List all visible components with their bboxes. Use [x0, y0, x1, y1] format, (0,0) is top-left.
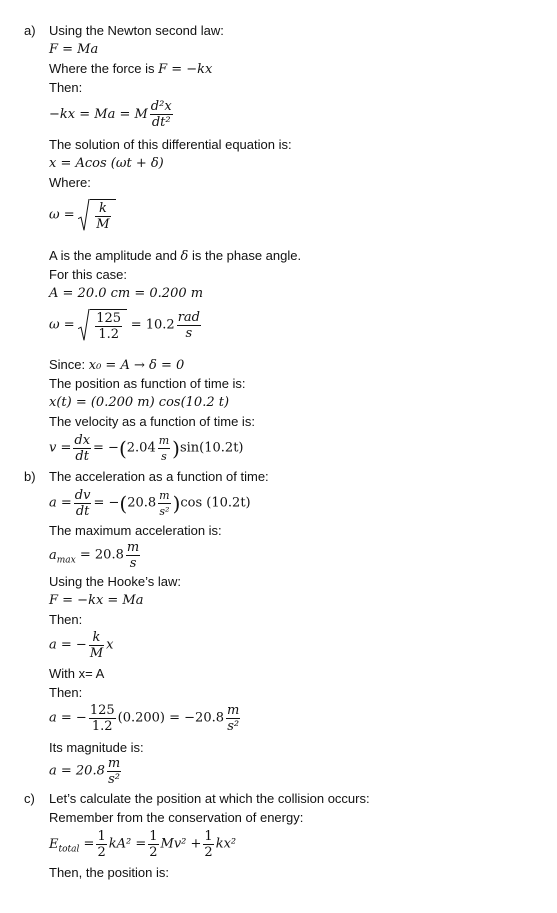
equation-part: 20.8 [127, 495, 157, 511]
equation-part: (0.200) = −20.8 [117, 710, 224, 726]
equation-part: = 10.2 [130, 317, 175, 333]
subscript: max [56, 555, 76, 566]
fraction-numerator: m [158, 434, 170, 447]
equation-omega-value [49, 309, 203, 342]
equation-part: sin(10.2t) [179, 440, 244, 456]
fraction-denominator: s² [108, 772, 120, 787]
fraction-numerator: dv [74, 488, 91, 503]
fraction-numerator: m [107, 756, 121, 771]
fraction-denominator: dt [73, 448, 91, 464]
equation-force: F = −kx [158, 62, 213, 77]
equation-part: kx² [215, 836, 237, 852]
fraction-denominator: s [126, 555, 140, 571]
equation-part: x [106, 637, 114, 653]
equation-acc-value [49, 703, 242, 734]
equation-part: kA² = [108, 836, 147, 852]
equation-part: = − [93, 495, 120, 511]
equation-part: a [49, 547, 57, 563]
fraction-numerator: m [159, 489, 170, 502]
equation-magnitude [49, 756, 123, 787]
fraction-denominator: 1.2 [89, 718, 116, 734]
equation-position: x(t) = (0.200 m) cos(10.2 t) [49, 395, 230, 410]
equation-diff [49, 99, 175, 130]
fraction-denominator: 2 [149, 845, 158, 860]
fraction-numerator: d²x [150, 99, 172, 114]
equation-part: = − [93, 440, 119, 456]
equation-acceleration: a = $\frac{dv}{dt}$ = −(20.8 $\frac{m}{\text{s²}}$ )cos (10.2t) [49, 488, 251, 519]
equation-hooke: F = −kx = Ma [49, 593, 144, 608]
text-line: Then: [49, 685, 83, 700]
text-line: The solution of this differential equation is: [49, 137, 292, 152]
fraction-denominator: s² [227, 719, 240, 734]
fraction-numerator: m [227, 703, 240, 718]
equation-part: a = 20.8 [49, 763, 105, 779]
text-span: A is the amplitude and [49, 248, 181, 263]
equation-part: = [79, 836, 95, 852]
equation-max-acceleration [49, 540, 142, 571]
part-b-label: b) [24, 469, 36, 484]
fraction-numerator: 1 [204, 829, 213, 844]
fraction-denominator: 1.2 [95, 326, 122, 342]
fraction-numerator: 1 [149, 829, 158, 844]
part-c-label: c) [24, 791, 35, 806]
fraction-numerator: dx [74, 433, 91, 448]
text-line: Its magnitude is: [49, 740, 144, 755]
math-span: x₀ = A → δ = 0 [88, 358, 185, 373]
fraction-denominator: M [89, 646, 104, 661]
fraction-numerator: m [126, 540, 140, 555]
fraction-numerator: 125 [89, 703, 115, 718]
equation-part: = 20.8 [75, 547, 124, 563]
math-span: δ [180, 249, 189, 264]
equation-part: a = [49, 495, 72, 511]
text-line [49, 61, 212, 78]
fraction-denominator: M [96, 217, 110, 232]
text-line: Remember from the conservation of energy: [49, 810, 304, 825]
equation-part: v = [49, 440, 72, 456]
fraction-denominator: s² [159, 505, 170, 518]
equation-solution: x = Acos (ωt + δ) [49, 156, 164, 171]
equation-omega [49, 199, 116, 232]
text-line: The maximum acceleration is: [49, 523, 222, 538]
equation-energy [49, 829, 236, 860]
text-span: Where the force is [49, 61, 159, 76]
text-line [49, 357, 184, 374]
equation-amplitude: A = 20.0 cm = 0.200 m [49, 286, 204, 301]
text-line: Where: [49, 175, 91, 190]
text-line: Using the Hooke’s law: [49, 574, 181, 589]
fraction-numerator: rad [177, 310, 200, 325]
equation-part: a = − [49, 637, 87, 653]
sqrt-symbol [78, 199, 115, 232]
text-line: Then: [49, 612, 83, 627]
fraction-numerator: k [92, 630, 101, 645]
fraction-numerator: 1 [97, 829, 106, 844]
fraction-denominator: 2 [97, 845, 106, 860]
fraction-denominator: dt [74, 503, 92, 519]
equation-velocity: v = $\frac{dx}{dt}$ = −(2.04 $\frac{m}{s}$ )sin(10.2t) [49, 433, 244, 464]
equation-part: E [49, 836, 59, 852]
text-line: For this case: [49, 267, 128, 282]
text-line: Then: [49, 80, 83, 95]
subscript: total [58, 844, 80, 855]
equation-part: a = − [49, 710, 87, 726]
text-line: The velocity as a function of time is: [49, 414, 255, 429]
equation-part: ω = [49, 207, 75, 223]
fraction-numerator: 125 [96, 311, 122, 326]
equation-part: ω = [49, 317, 75, 333]
equation-newton: F = Ma [49, 42, 99, 57]
part-a-label: a) [24, 23, 36, 38]
text-span: Since: [49, 357, 89, 372]
text-line: With x= A [49, 666, 105, 681]
equation-part: 2.04 [126, 440, 156, 456]
text-line: Let’s calculate the position at which the collision occurs: [49, 791, 370, 806]
fraction-denominator: s [177, 325, 201, 341]
fraction-denominator: s [158, 448, 170, 464]
text-line: The acceleration as a function of time: [49, 469, 269, 484]
fraction-numerator: k [98, 201, 107, 216]
equation-part: Mv² + [160, 836, 202, 852]
text-line: The position as function of time is: [49, 376, 246, 391]
text-line: Using the Newton second law: [49, 23, 224, 38]
text-span: is the phase angle. [188, 248, 302, 263]
fraction-denominator: dt² [150, 114, 173, 130]
fraction-denominator: 2 [204, 845, 213, 860]
text-line: Then, the position is: [49, 865, 169, 880]
equation-acc-hooke [49, 630, 113, 661]
sqrt-symbol [78, 309, 127, 342]
equation-part: cos (10.2t) [180, 495, 251, 511]
text-line [49, 248, 301, 265]
equation-part: −kx = Ma = M [49, 106, 148, 122]
